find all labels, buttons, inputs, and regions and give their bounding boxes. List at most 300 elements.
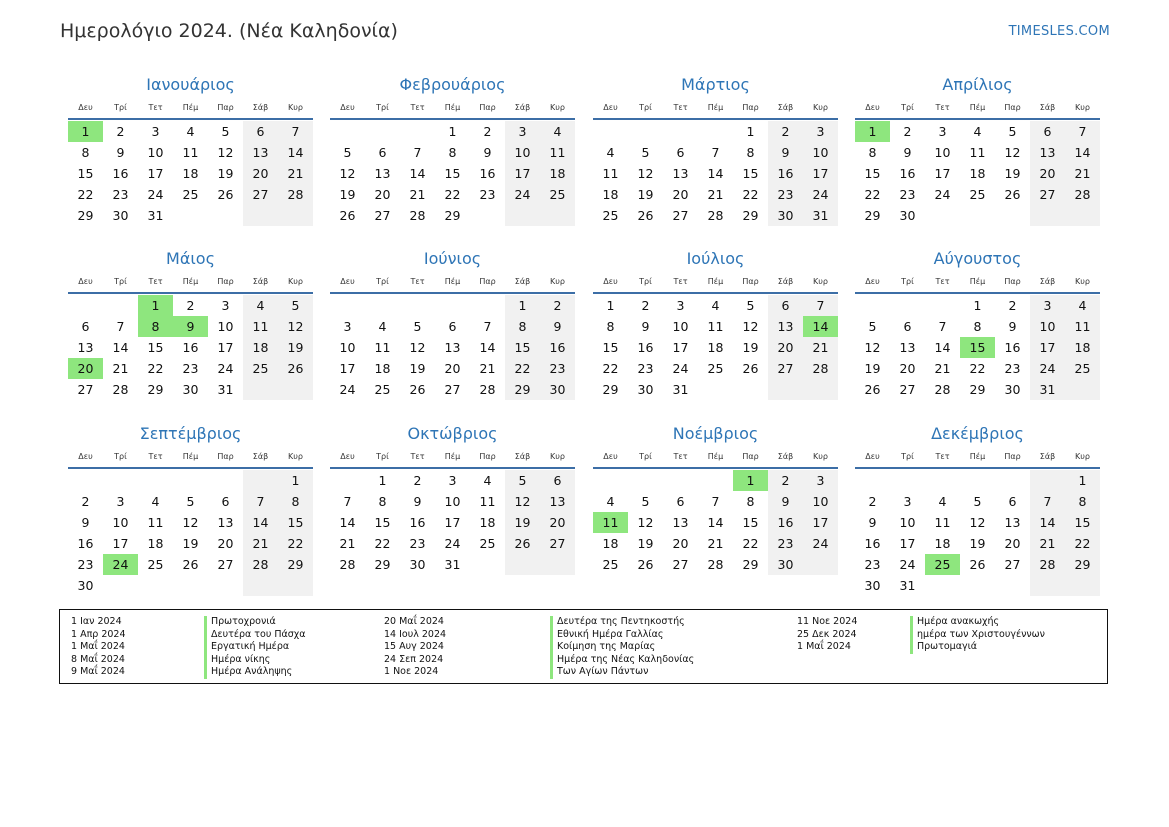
day-cell: 28 — [707, 208, 724, 223]
day-cell: 16 — [768, 512, 803, 533]
empty-cell — [138, 575, 173, 596]
day-cell: 3 — [1030, 295, 1065, 316]
day-cell: 14 — [1030, 512, 1065, 533]
day-cell: 11 — [602, 166, 619, 181]
day-cell: 26 — [1004, 187, 1021, 202]
weekday-label: Σάβ — [252, 102, 269, 112]
day-cell: 3 — [803, 470, 838, 491]
empty-cell — [540, 205, 575, 226]
day-cell: 31 — [1030, 379, 1065, 400]
weekday-label: Δευ — [78, 451, 93, 461]
day-cell: 16 — [182, 340, 199, 355]
day-cell: 3 — [903, 494, 912, 509]
holiday-cell: 20 — [68, 358, 103, 379]
day-cell: 13 — [243, 142, 278, 163]
weekday-label: Πέμ — [707, 451, 724, 461]
day-cell: 8 — [278, 491, 313, 512]
week-row — [593, 512, 838, 533]
weekday-label: Τετ — [935, 276, 950, 286]
day-cell: 13 — [672, 515, 689, 530]
week-row — [593, 295, 838, 316]
day-cell: 29 — [147, 382, 164, 397]
week-row — [68, 554, 313, 575]
week-row — [855, 533, 1100, 554]
day-cell: 26 — [217, 187, 234, 202]
weekday-label: Δευ — [865, 102, 880, 112]
day-cell: 29 — [742, 557, 759, 572]
day-cell: 17 — [339, 361, 356, 376]
weekday-header — [855, 270, 1100, 294]
weekday-header — [68, 270, 313, 294]
day-cell: 10 — [147, 145, 164, 160]
day-cell: 27 — [540, 533, 575, 554]
empty-cell — [243, 379, 278, 400]
weekday-label: Τρί — [114, 102, 127, 112]
empty-cell — [733, 379, 768, 400]
day-cell: 29 — [77, 208, 94, 223]
day-cell: 3 — [676, 298, 685, 313]
day-cell: 24 — [217, 361, 234, 376]
day-cell: 7 — [711, 494, 720, 509]
day-cell: 25 — [182, 187, 199, 202]
day-cell: 9 — [540, 316, 575, 337]
day-cell: 7 — [343, 494, 352, 509]
legend-date: 1 Απρ 2024 — [71, 628, 126, 640]
day-cell: 10 — [112, 515, 129, 530]
day-cell: 5 — [641, 494, 650, 509]
day-cell: 11 — [969, 145, 986, 160]
weekday-label: Κυρ — [813, 276, 828, 286]
week-row — [855, 554, 1100, 575]
day-cell: 9 — [868, 515, 877, 530]
week-row — [330, 554, 575, 575]
day-cell: 12 — [409, 340, 426, 355]
empty-cell — [278, 575, 313, 596]
day-cell: 19 — [217, 166, 234, 181]
weekday-label: Δευ — [340, 102, 355, 112]
empty-cell — [208, 575, 243, 596]
month-name: Απρίλιος — [942, 75, 1013, 94]
week-row — [855, 142, 1100, 163]
week-row — [593, 379, 838, 400]
empty-cell — [243, 205, 278, 226]
holiday-cell: 8 — [138, 316, 173, 337]
weekday-label: Σάβ — [1039, 102, 1056, 112]
empty-cell — [1065, 379, 1100, 400]
month-block — [330, 248, 575, 400]
day-cell: 18 — [969, 166, 986, 181]
holiday-cell: 1 — [733, 470, 768, 491]
day-cell: 23 — [864, 557, 881, 572]
day-cell: 3 — [505, 121, 540, 142]
legend-date: 20 Μαΐ 2024 — [384, 616, 444, 627]
month-name: Αύγουστος — [933, 249, 1022, 268]
weekday-label: Πέμ — [182, 276, 199, 286]
weekday-label: Παρ — [742, 102, 759, 112]
day-cell: 14 — [479, 340, 496, 355]
week-row — [330, 358, 575, 379]
empty-cell — [995, 205, 1030, 226]
day-cell: 30 — [1004, 382, 1021, 397]
empty-cell — [365, 295, 400, 316]
month-name: Μάρτιος — [681, 75, 750, 94]
weekday-header — [855, 445, 1100, 469]
legend-holiday-name: ημέρα των Χριστουγέννων — [910, 629, 1045, 642]
site-link[interactable]: TIMESLES.COM — [1008, 24, 1110, 39]
day-cell: 20 — [374, 187, 391, 202]
empty-cell — [1030, 470, 1065, 491]
day-cell: 18 — [243, 337, 278, 358]
month-name: Ιούλιος — [686, 249, 745, 268]
day-cell: 13 — [1004, 515, 1021, 530]
week-row — [330, 205, 575, 226]
day-cell: 18 — [147, 536, 164, 551]
weekday-label: Τετ — [410, 102, 425, 112]
month-block — [855, 248, 1100, 400]
day-cell: 29 — [278, 554, 313, 575]
day-cell: 16 — [479, 166, 496, 181]
day-cell: 1 — [278, 470, 313, 491]
day-cell: 6 — [1008, 494, 1017, 509]
day-cell: 21 — [707, 536, 724, 551]
weekday-label: Κυρ — [288, 451, 303, 461]
day-cell: 19 — [864, 361, 881, 376]
day-cell: 7 — [1065, 121, 1100, 142]
month-block — [593, 248, 838, 400]
legend-date: 14 Ιουλ 2024 — [384, 628, 447, 640]
weekday-label: Παρ — [1004, 276, 1021, 286]
day-cell: 30 — [182, 382, 199, 397]
week-row — [855, 358, 1100, 379]
week-row — [855, 205, 1100, 226]
empty-cell — [103, 470, 138, 491]
day-cell: 15 — [505, 337, 540, 358]
day-cell: 31 — [444, 557, 461, 572]
day-cell: 29 — [602, 382, 619, 397]
day-cell: 28 — [803, 358, 838, 379]
day-cell: 4 — [378, 319, 387, 334]
weekday-label: Σάβ — [514, 276, 531, 286]
legend-date: 15 Αυγ 2024 — [384, 641, 444, 652]
day-cell: 8 — [505, 316, 540, 337]
day-cell: 9 — [116, 145, 125, 160]
weekday-label: Σάβ — [1039, 276, 1056, 286]
day-cell: 28 — [243, 554, 278, 575]
day-cell: 25 — [540, 184, 575, 205]
empty-cell — [243, 470, 278, 491]
weekday-label: Πέμ — [182, 451, 199, 461]
day-cell: 22 — [742, 187, 759, 202]
day-cell: 5 — [868, 319, 877, 334]
day-cell: 6 — [243, 121, 278, 142]
empty-cell — [855, 295, 890, 316]
day-cell: 28 — [934, 382, 951, 397]
legend-holiday-name: Κοίμηση της Μαρίας — [550, 641, 694, 654]
weekday-header — [593, 270, 838, 294]
empty-cell — [855, 470, 890, 491]
day-cell: 23 — [540, 358, 575, 379]
day-cell: 20 — [540, 512, 575, 533]
empty-cell — [995, 575, 1030, 596]
day-cell: 16 — [768, 163, 803, 184]
empty-cell — [803, 379, 838, 400]
month-block — [68, 423, 313, 596]
day-cell: 13 — [768, 316, 803, 337]
day-cell: 28 — [1065, 184, 1100, 205]
empty-cell — [365, 121, 400, 142]
day-cell: 7 — [1030, 491, 1065, 512]
empty-cell — [435, 295, 470, 316]
weekday-label: Τετ — [148, 451, 163, 461]
week-row — [330, 337, 575, 358]
weekday-label: Παρ — [742, 451, 759, 461]
day-cell: 25 — [147, 557, 164, 572]
day-cell: 12 — [637, 515, 654, 530]
day-cell: 12 — [339, 166, 356, 181]
day-cell: 6 — [676, 145, 685, 160]
day-cell: 13 — [540, 491, 575, 512]
day-cell: 27 — [374, 208, 391, 223]
empty-cell — [1065, 205, 1100, 226]
empty-cell — [1030, 205, 1065, 226]
day-cell: 2 — [483, 124, 492, 139]
week-row — [593, 358, 838, 379]
week-row — [68, 163, 313, 184]
empty-cell — [278, 205, 313, 226]
day-cell: 21 — [1030, 533, 1065, 554]
page-title: Ημερολόγιο 2024. (Νέα Καληδονία) — [60, 20, 398, 42]
week-row — [68, 358, 313, 379]
day-cell: 23 — [1004, 361, 1021, 376]
weekday-label: Παρ — [479, 451, 496, 461]
week-row — [68, 205, 313, 226]
legend-holiday-name: Ημέρα νίκης — [204, 654, 306, 667]
day-cell: 18 — [1065, 337, 1100, 358]
empty-cell — [208, 205, 243, 226]
month-name: Μάιος — [166, 249, 215, 268]
day-cell: 21 — [707, 187, 724, 202]
week-row — [68, 512, 313, 533]
empty-cell — [173, 470, 208, 491]
empty-cell — [890, 295, 925, 316]
day-cell: 12 — [742, 319, 759, 334]
day-cell: 2 — [116, 124, 125, 139]
week-row — [593, 491, 838, 512]
day-cell: 17 — [147, 166, 164, 181]
day-cell: 15 — [742, 515, 759, 530]
weekday-label: Κυρ — [550, 451, 565, 461]
day-cell: 4 — [186, 124, 195, 139]
week-row — [593, 184, 838, 205]
empty-cell — [593, 121, 628, 142]
day-cell: 27 — [899, 382, 916, 397]
day-cell: 8 — [746, 494, 755, 509]
day-cell: 23 — [637, 361, 654, 376]
weekday-header — [68, 445, 313, 469]
month-block — [593, 74, 838, 226]
day-cell: 19 — [339, 187, 356, 202]
day-cell: 4 — [711, 298, 720, 313]
empty-cell — [68, 470, 103, 491]
weekday-label: Σάβ — [252, 276, 269, 286]
day-cell: 21 — [243, 533, 278, 554]
empty-cell — [330, 121, 365, 142]
weekday-label: Τετ — [935, 451, 950, 461]
day-cell: 31 — [672, 382, 689, 397]
empty-cell — [925, 575, 960, 596]
day-cell: 3 — [151, 124, 160, 139]
day-cell: 31 — [899, 578, 916, 593]
weekday-label: Παρ — [742, 276, 759, 286]
empty-cell — [890, 470, 925, 491]
legend-date: 25 Δεκ 2024 — [797, 628, 857, 640]
day-cell: 11 — [243, 316, 278, 337]
day-cell: 4 — [483, 473, 492, 488]
day-cell: 2 — [641, 298, 650, 313]
day-cell: 11 — [1065, 316, 1100, 337]
weekday-label: Τρί — [639, 276, 652, 286]
week-row — [68, 142, 313, 163]
day-cell: 27 — [243, 184, 278, 205]
day-cell: 11 — [147, 515, 164, 530]
day-cell: 24 — [899, 557, 916, 572]
day-cell: 19 — [409, 361, 426, 376]
day-cell: 27 — [1030, 184, 1065, 205]
weekday-label: Κυρ — [1075, 102, 1090, 112]
day-cell: 15 — [602, 340, 619, 355]
day-cell: 2 — [768, 121, 803, 142]
week-row — [68, 379, 313, 400]
weekday-label: Δευ — [340, 276, 355, 286]
weekday-label: Πέμ — [182, 102, 199, 112]
week-row — [593, 533, 838, 554]
day-cell: 18 — [540, 163, 575, 184]
day-cell: 1 — [973, 298, 982, 313]
weekday-label: Κυρ — [813, 102, 828, 112]
day-cell: 26 — [637, 557, 654, 572]
day-cell: 25 — [602, 557, 619, 572]
day-cell: 14 — [243, 512, 278, 533]
day-cell: 4 — [151, 494, 160, 509]
weekday-label: Κυρ — [1075, 276, 1090, 286]
day-cell: 14 — [409, 166, 426, 181]
day-cell: 1 — [606, 298, 615, 313]
weekday-header — [68, 96, 313, 120]
day-cell: 17 — [803, 512, 838, 533]
day-cell: 28 — [409, 208, 426, 223]
week-row — [330, 316, 575, 337]
empty-cell — [505, 205, 540, 226]
day-cell: 28 — [339, 557, 356, 572]
day-cell: 30 — [899, 208, 916, 223]
day-cell: 12 — [1004, 145, 1021, 160]
day-cell: 14 — [707, 166, 724, 181]
week-row — [330, 491, 575, 512]
day-cell: 19 — [637, 187, 654, 202]
day-cell: 30 — [768, 554, 803, 575]
weekday-label: Δευ — [78, 102, 93, 112]
day-cell: 29 — [505, 379, 540, 400]
day-cell: 24 — [934, 187, 951, 202]
day-cell: 17 — [217, 340, 234, 355]
day-cell: 19 — [182, 536, 199, 551]
month-block — [330, 74, 575, 226]
day-cell: 27 — [1004, 557, 1021, 572]
week-row — [330, 295, 575, 316]
legend-holiday-name: Εθνική Ημέρα Γαλλίας — [550, 629, 694, 642]
week-row — [68, 316, 313, 337]
day-cell: 24 — [803, 533, 838, 554]
weekday-label: Κυρ — [550, 102, 565, 112]
day-cell: 4 — [243, 295, 278, 316]
day-cell: 24 — [147, 187, 164, 202]
day-cell: 21 — [803, 337, 838, 358]
weekday-label: Τετ — [148, 276, 163, 286]
day-cell: 22 — [1065, 533, 1100, 554]
month-block — [593, 423, 838, 575]
day-cell: 6 — [378, 145, 387, 160]
day-cell: 17 — [1030, 337, 1065, 358]
day-cell: 15 — [742, 166, 759, 181]
week-row — [593, 121, 838, 142]
empty-cell — [1065, 575, 1100, 596]
day-cell: 22 — [147, 361, 164, 376]
weekday-header — [330, 270, 575, 294]
weekday-label: Τετ — [410, 451, 425, 461]
empty-cell — [960, 205, 995, 226]
day-cell: 13 — [374, 166, 391, 181]
day-cell: 18 — [602, 536, 619, 551]
week-row — [330, 184, 575, 205]
day-cell: 5 — [413, 319, 422, 334]
day-cell: 15 — [278, 512, 313, 533]
day-cell: 28 — [1030, 554, 1065, 575]
day-cell: 10 — [899, 515, 916, 530]
day-cell: 7 — [711, 145, 720, 160]
legend-dates-column — [71, 616, 126, 679]
day-cell: 7 — [116, 319, 125, 334]
day-cell: 16 — [409, 515, 426, 530]
day-cell: 23 — [409, 536, 426, 551]
day-cell: 18 — [479, 515, 496, 530]
day-cell: 27 — [768, 358, 803, 379]
week-row — [593, 337, 838, 358]
legend-holiday-name: Ημέρα ανακωχής — [910, 616, 1045, 629]
day-cell: 16 — [112, 166, 129, 181]
day-cell: 7 — [803, 295, 838, 316]
weekday-header — [330, 96, 575, 120]
day-cell: 30 — [637, 382, 654, 397]
weekday-label: Σάβ — [514, 451, 531, 461]
day-cell: 20 — [444, 361, 461, 376]
week-row — [593, 316, 838, 337]
day-cell: 18 — [374, 361, 391, 376]
weekday-label: Σάβ — [1039, 451, 1056, 461]
weekday-label: Τρί — [114, 276, 127, 286]
day-cell: 26 — [182, 557, 199, 572]
week-row — [855, 295, 1100, 316]
holiday-cell: 15 — [960, 337, 995, 358]
day-cell: 9 — [81, 515, 90, 530]
day-cell: 22 — [77, 187, 94, 202]
day-cell: 10 — [934, 145, 951, 160]
day-cell: 20 — [672, 536, 689, 551]
day-cell: 4 — [973, 124, 982, 139]
day-cell: 13 — [899, 340, 916, 355]
empty-cell — [243, 575, 278, 596]
legend-date: 11 Νοε 2024 — [797, 616, 858, 627]
empty-cell — [925, 205, 960, 226]
